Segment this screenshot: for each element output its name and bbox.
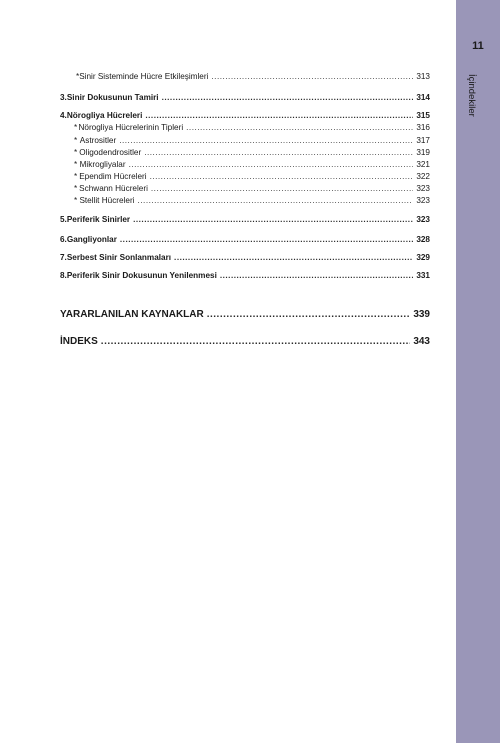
dot-leader [220, 271, 413, 281]
toc-entry-title: Schwann Hücreleri [79, 184, 148, 193]
toc-entry-page: 323 [416, 196, 430, 205]
dot-leader [186, 123, 413, 133]
bullet-marker: * [74, 136, 78, 145]
toc-entry-page: 317 [416, 136, 430, 145]
toc-entry-title: Serbest Sinir Sonlanmaları [66, 253, 172, 262]
dot-leader [101, 336, 411, 348]
dot-leader [207, 309, 411, 321]
page-number: 11 [472, 40, 484, 52]
bullet-marker: * [74, 196, 78, 205]
toc-entry[interactable] [60, 215, 430, 225]
dot-leader [145, 111, 413, 121]
toc-entry-title: Nörogliya Hücreleri [66, 111, 143, 120]
section-number: 8. [60, 271, 67, 280]
toc-entry-title: Gangliyonlar [66, 235, 117, 244]
section-number: 3. [60, 93, 67, 102]
dot-leader [162, 93, 414, 103]
toc-entry-page: 328 [416, 235, 430, 244]
dot-leader [129, 160, 414, 170]
toc-entry-page: 343 [413, 336, 430, 347]
toc-entry-page: 316 [416, 123, 430, 132]
toc-entry[interactable] [76, 72, 430, 82]
toc-entry-title: Sinir Dokusunun Tamiri [66, 93, 159, 102]
toc-entry[interactable] [60, 309, 430, 321]
dot-leader [174, 253, 413, 263]
toc-entry-page: 329 [416, 253, 430, 262]
toc-entry-title: İNDEKS [60, 336, 98, 347]
toc-entry[interactable] [74, 160, 430, 170]
dot-leader [119, 136, 413, 146]
toc-entry[interactable] [60, 271, 430, 281]
bullet-marker: * [74, 123, 78, 132]
toc-entry[interactable] [60, 253, 430, 263]
toc-entry-page: 323 [416, 215, 430, 224]
toc-entry-page: 315 [416, 111, 430, 120]
toc-entry-title: Mikrogliyalar [79, 160, 126, 169]
toc-entry-page: 321 [416, 160, 430, 169]
toc-entry[interactable] [60, 93, 430, 103]
toc-entry[interactable] [60, 235, 430, 245]
bullet-marker: * [74, 184, 78, 193]
section-number: 5. [60, 215, 67, 224]
bullet-marker: * [74, 148, 78, 157]
toc-entry-page: 313 [416, 72, 430, 81]
toc-entry-title: Stellit Hücreleri [79, 196, 135, 205]
toc-entry[interactable] [60, 336, 430, 348]
toc-entry-title: Nörogliya Hücrelerinin Tipleri [78, 123, 184, 132]
toc-entry-title: YARARLANILAN KAYNAKLAR [60, 309, 204, 320]
dot-leader [138, 196, 414, 206]
section-label: İçindekiler [466, 74, 477, 117]
toc-entry[interactable] [74, 123, 430, 133]
toc-entry-page: 314 [416, 93, 430, 102]
toc-entry-page: 331 [416, 271, 430, 280]
toc-entry[interactable] [74, 172, 430, 182]
side-band [456, 0, 500, 743]
toc-entry[interactable] [74, 184, 430, 194]
section-number: 6. [60, 235, 67, 244]
dot-leader [211, 72, 413, 82]
dot-leader [133, 215, 413, 225]
section-number: 4. [60, 111, 67, 120]
toc-entry-title: Oligodendrositler [79, 148, 142, 157]
dot-leader [151, 184, 413, 194]
toc-entry[interactable] [74, 196, 430, 206]
toc-entry-page: 323 [416, 184, 430, 193]
toc-entry-title: Periferik Sinirler [66, 215, 131, 224]
dot-leader [144, 148, 413, 158]
toc-entry[interactable] [74, 136, 430, 146]
toc-entry-title: Ependim Hücreleri [79, 172, 147, 181]
bullet-marker: * [74, 160, 78, 169]
toc-entry-page: 339 [413, 309, 430, 320]
bullet-marker: * [74, 172, 78, 181]
toc-entry-title: Periferik Sinir Dokusunun Yenilenmesi [66, 271, 217, 280]
bullet-marker: * [76, 72, 80, 81]
toc-entry[interactable] [60, 111, 430, 121]
toc-entry-page: 322 [416, 172, 430, 181]
dot-leader [150, 172, 414, 182]
section-number: 7. [60, 253, 67, 262]
toc-entry-title: Sinir Sisteminde Hücre Etkileşimleri [79, 72, 209, 81]
dot-leader [120, 235, 413, 245]
toc-entry-title: Astrositler [79, 136, 117, 145]
toc-entry[interactable] [74, 148, 430, 158]
toc-entry-page: 319 [416, 148, 430, 157]
